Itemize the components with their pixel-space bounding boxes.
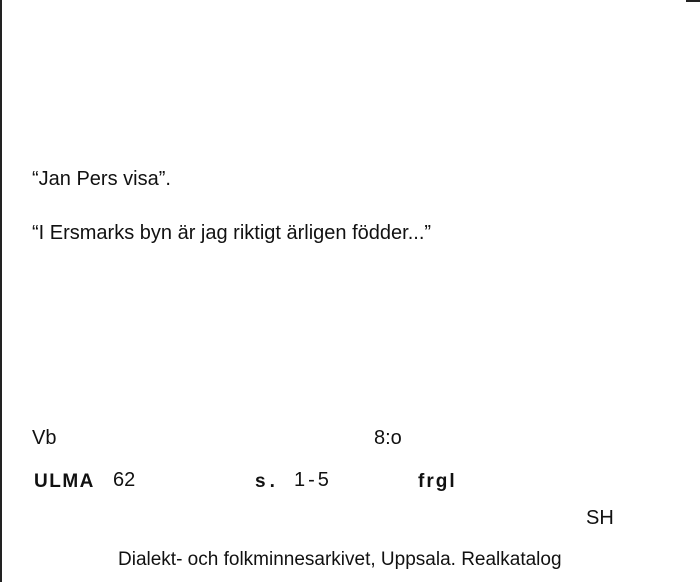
- card-initials: SH: [586, 507, 614, 529]
- card-footer: Dialekt- och folkminnesarkivet, Uppsala. Realkatalog: [118, 549, 562, 570]
- card-archive-number: 62: [113, 469, 136, 491]
- card-pages-label: s.: [255, 471, 279, 492]
- card-format: 8:o: [374, 427, 402, 449]
- card-top-border: [686, 0, 700, 2]
- card-pages-value: 1-5: [294, 469, 332, 491]
- card-first-line: “I Ersmarks byn är jag riktigt ärligen födder...”: [32, 222, 432, 244]
- card-title: “Jan Pers visa”.: [32, 168, 171, 190]
- card-left-border: [0, 0, 2, 582]
- card-region: Vb: [32, 427, 57, 449]
- card-archive-code: ULMA: [34, 471, 95, 492]
- card-genre: frgl: [418, 471, 457, 492]
